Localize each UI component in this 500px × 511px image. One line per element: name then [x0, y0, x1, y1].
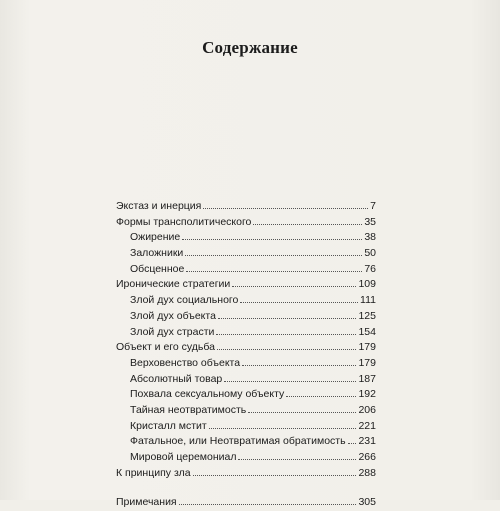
page-title: Содержание	[202, 38, 298, 57]
toc-entry	[116, 246, 376, 262]
toc-entry	[116, 262, 376, 278]
toc-entry-label: Объект и его судьба	[116, 341, 216, 354]
toc-entry	[116, 199, 376, 215]
table-of-contents	[116, 199, 376, 511]
toc-entry	[116, 495, 376, 511]
toc-entry-page-number: 288	[358, 466, 376, 479]
toc-entry	[116, 403, 376, 419]
toc-entry-page-number: 7	[370, 200, 376, 212]
toc-entry-label: К принципу зла	[116, 466, 191, 479]
dot-leader	[209, 428, 357, 429]
dot-leader	[242, 365, 356, 366]
dot-leader	[193, 475, 357, 476]
dot-leader	[224, 381, 356, 382]
toc-entry	[116, 277, 376, 293]
toc-entry-label: Обсценное	[130, 262, 185, 275]
dot-leader	[182, 239, 362, 240]
toc-entry-page-number: 192	[358, 388, 376, 401]
toc-entry-page-number: 38	[364, 231, 376, 244]
toc-entry-label: Похвала сексуальному объекту	[130, 388, 285, 401]
toc-entry-page-number: 76	[364, 262, 376, 275]
toc-entry	[116, 340, 376, 356]
toc-entry-page-number: 266	[358, 451, 376, 463]
dot-leader	[217, 349, 356, 350]
toc-entry-label: Мировой церемониал	[130, 451, 237, 463]
toc-entry-page-number: 179	[358, 341, 376, 354]
dot-leader	[218, 318, 357, 319]
toc-entry-page-number: 109	[358, 278, 376, 291]
dot-leader	[216, 334, 356, 335]
dot-leader	[232, 286, 356, 287]
toc-entry-label: Ожирение	[130, 231, 181, 244]
toc-entry-label: Заложники	[130, 247, 184, 260]
toc-entry	[116, 434, 376, 450]
toc-entry-page-number: 231	[358, 435, 376, 448]
dot-leader	[179, 504, 357, 505]
toc-entry-label: Примечания	[116, 496, 177, 509]
toc-entry-label: Злой дух социального	[130, 294, 239, 307]
toc-entry	[116, 230, 376, 246]
toc-entry-label: Фатальное, или Неотвратимая обратимость	[130, 435, 346, 448]
toc-entry-page-number: 154	[358, 325, 376, 338]
dot-leader	[286, 396, 356, 397]
dot-leader	[348, 443, 357, 444]
dot-leader	[203, 208, 368, 209]
toc-entry-page-number: 179	[358, 356, 376, 369]
toc-entry-label: Формы транcполитического	[116, 215, 252, 228]
toc-entry	[116, 372, 376, 388]
toc-entry	[116, 387, 376, 403]
toc-entry	[116, 450, 376, 466]
toc-entry	[116, 325, 376, 341]
toc-entry-label: Экстаз и инерция	[116, 200, 202, 212]
toc-entry-label: Тайная неотвратимость	[130, 403, 247, 416]
toc-entry-page-number: 111	[360, 294, 376, 307]
toc-entry	[116, 466, 376, 482]
dot-leader	[240, 302, 358, 303]
toc-entry-page-number: 187	[358, 372, 376, 385]
toc-entry	[116, 419, 376, 435]
dot-leader	[253, 224, 362, 225]
dot-leader	[238, 459, 356, 460]
toc-entry-page-number: 206	[358, 403, 376, 416]
toc-entry	[116, 215, 376, 231]
toc-entry-page-number: 125	[358, 309, 376, 322]
toc-entry	[116, 356, 376, 372]
toc-entry-label: Злой дух страсти	[130, 325, 215, 338]
toc-entry-page-number: 305	[358, 496, 376, 509]
toc-entry-page-number: 50	[364, 247, 376, 260]
toc-entry-label: Верховенство объекта	[130, 356, 241, 369]
dot-leader	[248, 412, 356, 413]
toc-entry-label: Кристалл мстит	[130, 419, 207, 432]
dot-leader	[186, 271, 362, 272]
toc-entry-page-number: 35	[364, 215, 376, 228]
toc-entry-label: Абсолютный товар	[130, 372, 223, 385]
toc-entry	[116, 309, 376, 325]
toc-entry-label: Злой дух объекта	[130, 309, 216, 322]
toc-entry-page-number: 221	[358, 419, 376, 432]
toc-entry	[116, 293, 376, 309]
dot-leader	[185, 255, 362, 256]
toc-entry-label: Иронические стратегии	[116, 278, 231, 291]
